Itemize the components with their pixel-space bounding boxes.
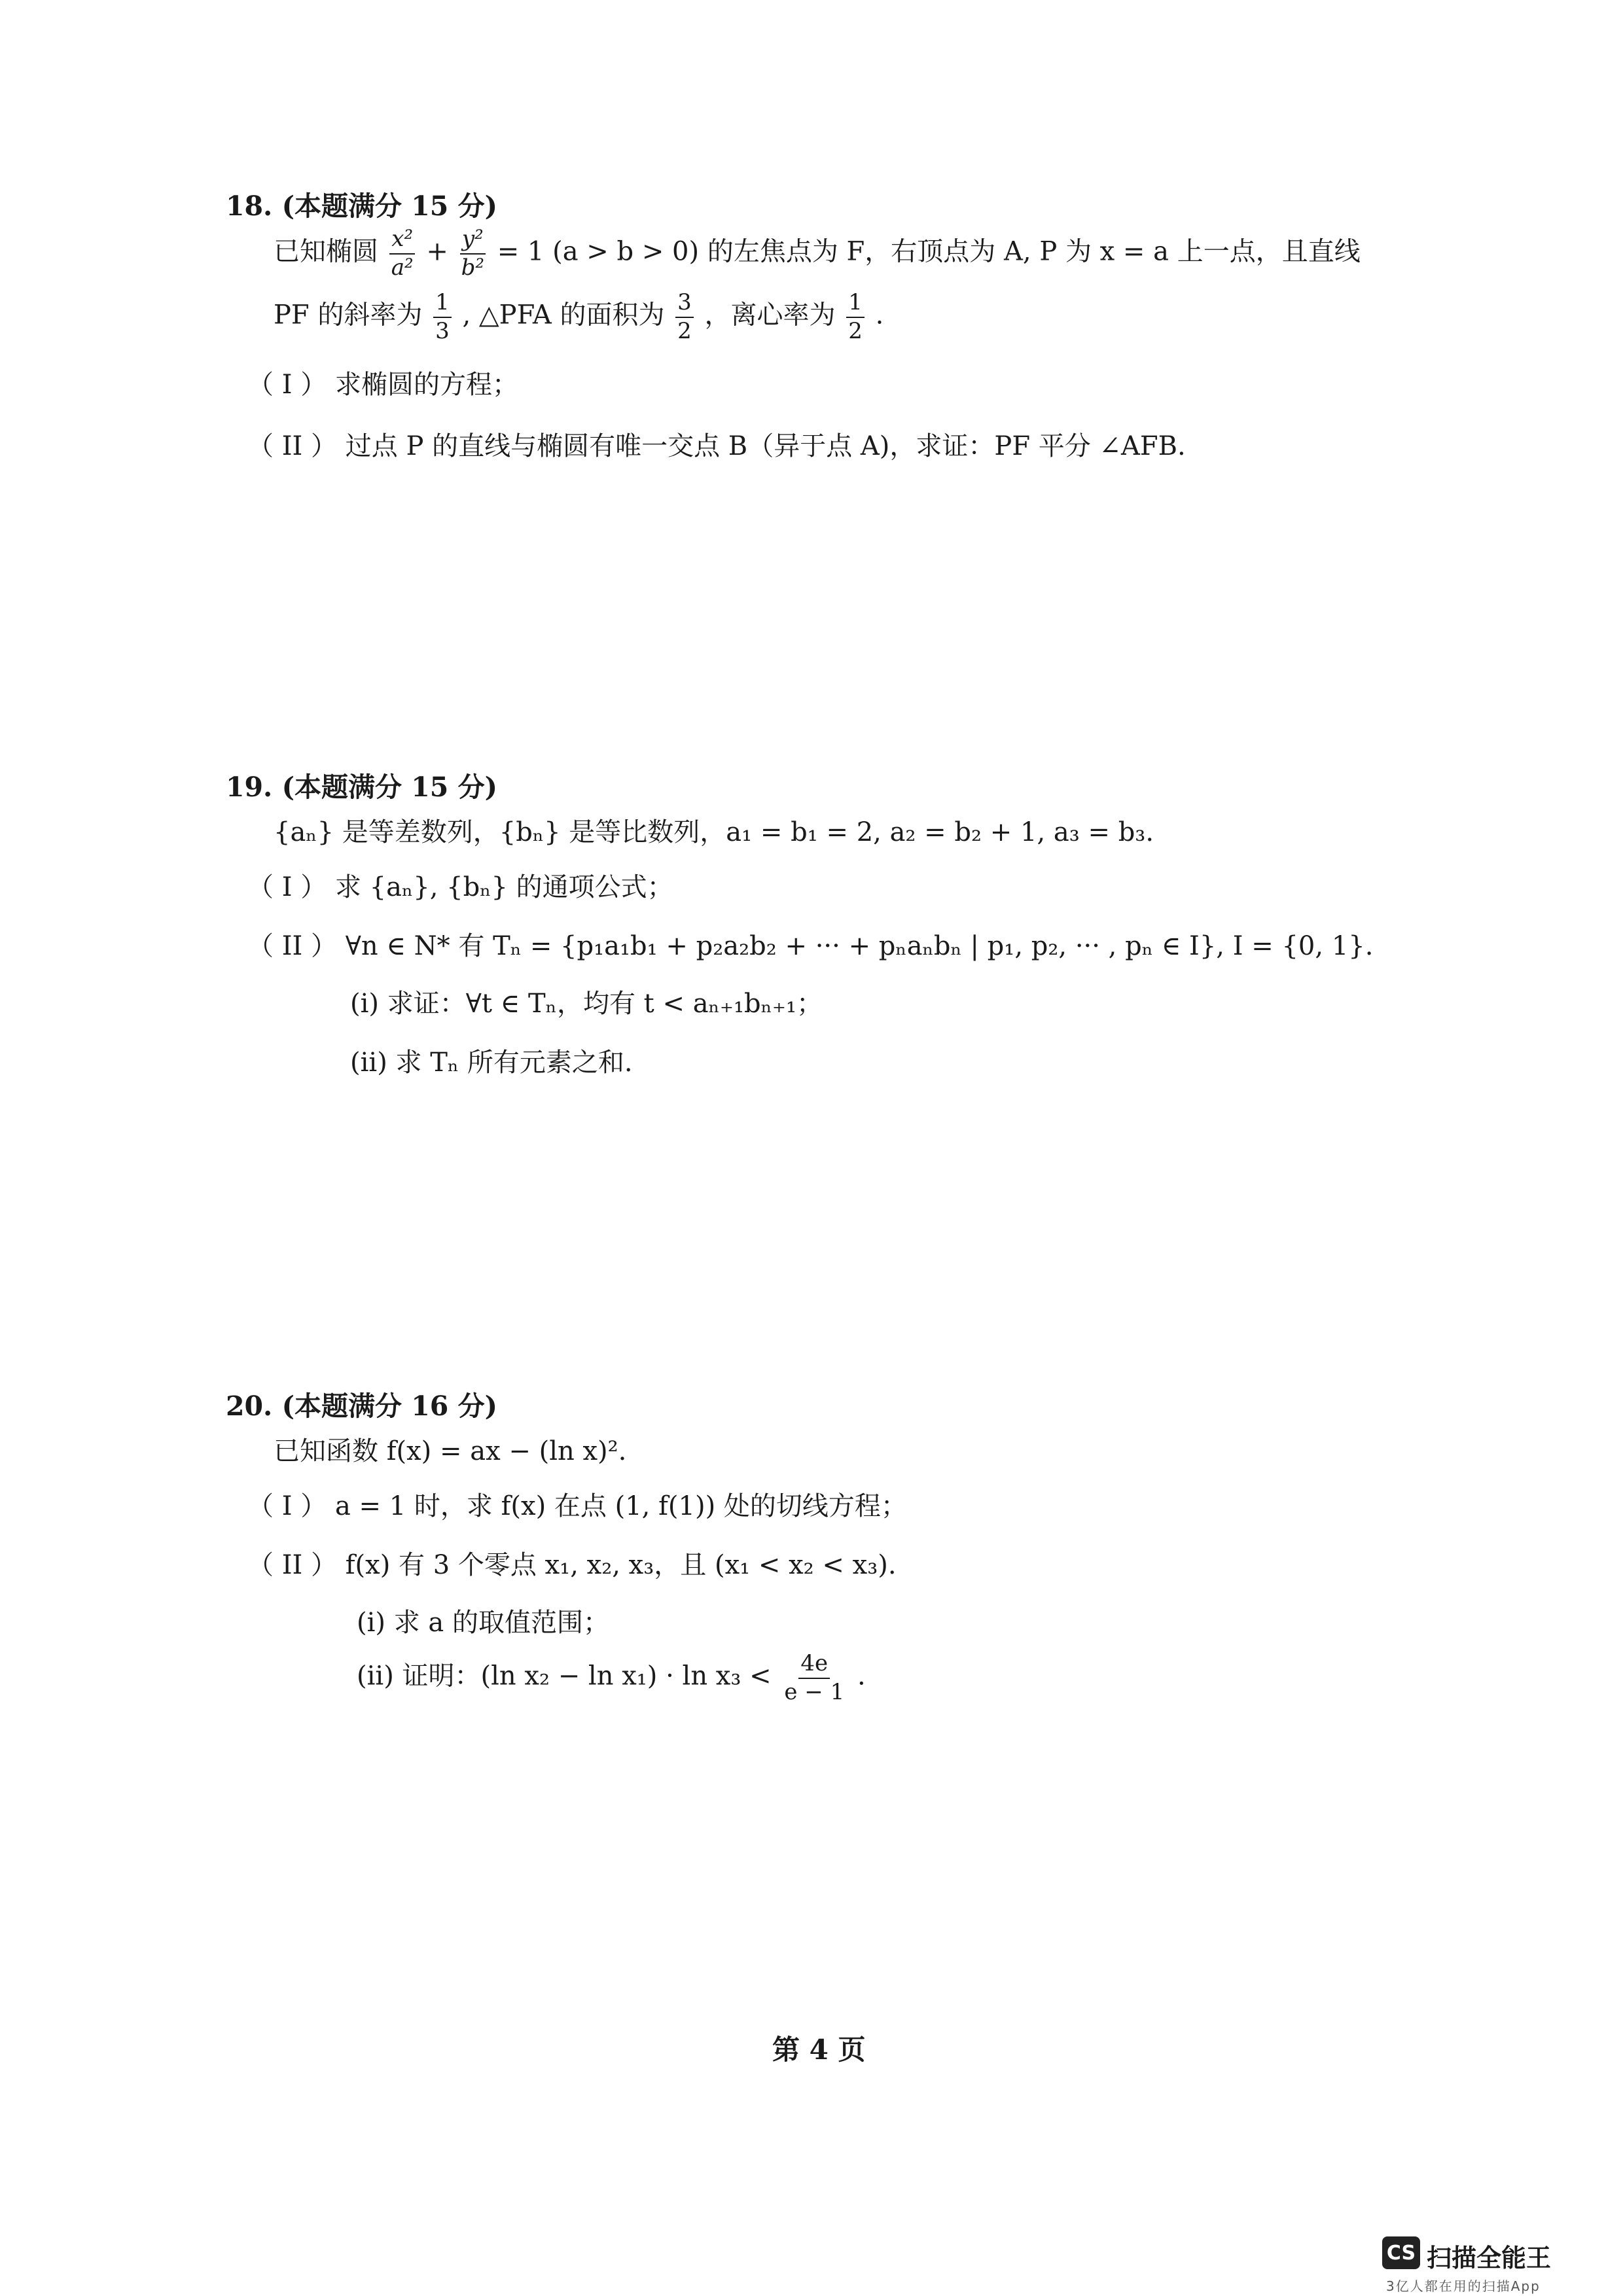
q20-subpart-ii: [357, 1652, 866, 1704]
q18-stem-text: PF 的斜率为: [274, 300, 423, 330]
q18-fraction-slope: [433, 291, 452, 343]
q20-subpart-ii-text: .: [857, 1661, 866, 1691]
plus-sign: +: [426, 236, 448, 267]
q18-fraction-eccentricity: [846, 291, 865, 343]
q19-part-2: （ II ） ∀n ∈ N* 有 Tₙ = {p₁a₁b₁ + p₂a₂b₂ + ··· + pₙaₙbₙ | p₁, p₂, ··· , pₙ ∈ I}, I = {0, 1}.: [247, 931, 1374, 961]
q20-subpart-ii-text: (ii) 证明：(ln x₂ − ln x₁) · ln x₃ <: [357, 1661, 772, 1691]
q19-subpart-i: (i) 求证：∀t ∈ Tₙ，均有 t < aₙ₊₁bₙ₊₁；: [350, 989, 823, 1019]
page-number: 第 4 页: [772, 2034, 866, 2066]
q19-part-1: （ I ） 求 {aₙ}, {bₙ} 的通项公式；: [247, 872, 673, 902]
fraction-denominator: e − 1: [784, 1678, 845, 1705]
watermark-tagline: 3亿人都在用的扫描App: [1386, 2278, 1541, 2294]
q18-part-1: （ I ） 求椭圆的方程；: [247, 370, 518, 400]
q20-part-1: （ I ） a = 1 时，求 f(x) 在点 (1, f(1)) 处的切线方程；: [247, 1491, 907, 1521]
fraction-numerator: 3: [675, 291, 694, 318]
fraction-numerator: 1: [846, 291, 865, 318]
fraction-numerator: 1: [433, 291, 452, 318]
q20-fraction-bound: [782, 1652, 846, 1704]
q18-stem-text: 已知椭圆: [274, 236, 378, 267]
camscanner-logo-icon: CS: [1382, 2236, 1420, 2269]
q19-header: 19. (本题满分 15 分): [226, 771, 498, 803]
q18-part-2: （ II ） 过点 P 的直线与椭圆有唯一交点 B（异于点 A)，求证：PF 平分 ∠AFB.: [247, 431, 1186, 461]
q20-subpart-i: (i) 求 a 的取值范围；: [357, 1608, 609, 1638]
watermark-name: 扫描全能王: [1427, 2244, 1552, 2272]
q18-fraction-x2-a2: [389, 228, 416, 279]
fraction-denominator: a²: [391, 254, 414, 281]
q20-header: 20. (本题满分 16 分): [226, 1390, 498, 1422]
fraction-denominator: 2: [677, 317, 692, 344]
fraction-denominator: 3: [435, 317, 450, 344]
q18-stem-text: ，离心率为: [704, 300, 836, 330]
q18-stem-line1: [274, 228, 1361, 279]
fraction-numerator: y²: [460, 228, 486, 255]
fraction-numerator: 4e: [798, 1652, 830, 1679]
q18-stem-text: .: [875, 300, 884, 330]
q19-subpart-ii: (ii) 求 Tₙ 所有元素之和.: [350, 1048, 633, 1078]
q18-stem-text: , △PFA 的面积为: [462, 300, 665, 330]
q19-stem: {aₙ} 是等差数列，{bₙ} 是等比数列，a₁ = b₁ = 2, a₂ = b₂ + 1, a₃ = b₃.: [274, 817, 1154, 847]
q20-stem: 已知函数 f(x) = ax − (ln x)².: [274, 1436, 627, 1466]
q18-stem-text: = 1 (a > b > 0) 的左焦点为 F，右顶点为 A, P 为 x = a 上一点，且直线: [497, 236, 1361, 267]
q18-fraction-y2-b2: [459, 228, 486, 279]
q18-fraction-area: [675, 291, 694, 343]
q20-part-2: （ II ） f(x) 有 3 个零点 x₁, x₂, x₃，且 (x₁ < x₂ < x₃).: [247, 1550, 897, 1580]
q18-header: 18. (本题满分 15 分): [226, 190, 498, 222]
q18-stem-line2: [274, 291, 883, 343]
fraction-numerator: x²: [389, 228, 415, 255]
fraction-denominator: 2: [848, 317, 863, 344]
fraction-denominator: b²: [461, 254, 484, 281]
